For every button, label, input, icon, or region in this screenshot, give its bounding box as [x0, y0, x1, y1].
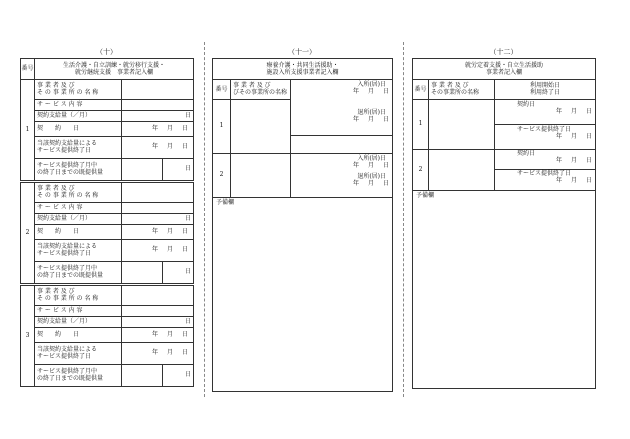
day-unit: 日: [184, 317, 191, 325]
service-end-label: サービス提供終了日: [517, 126, 572, 133]
move-out-label: 退所(居)日: [357, 172, 386, 180]
reserve-field: [413, 191, 596, 389]
provider-label-line2: そ の 事 業 所 の 名 称: [37, 191, 99, 199]
contract-date-label: 契 約 日: [35, 328, 122, 343]
service-end-label: [35, 137, 122, 159]
move-out-label: 退所(居)日: [357, 108, 386, 116]
provided-amount-value: [122, 365, 163, 387]
provider-value: [122, 183, 194, 203]
provider-label-line1: 事 業 者 及 び: [37, 184, 75, 192]
contract-amount-value: [122, 111, 194, 122]
provider-value: [122, 286, 194, 306]
provider-header-line1: 事 業 者 及 び: [233, 81, 271, 89]
day-unit: 日: [184, 214, 191, 222]
provided-amount-value: [122, 262, 163, 284]
header-title: [413, 59, 596, 80]
provider-label-line2: そ の 事 業 所 の 名 称: [37, 294, 99, 302]
contract-date-value: 年 月 日: [122, 225, 194, 240]
day-unit: 日: [184, 268, 191, 276]
service-label: サ ー ビ ス 内 容: [35, 306, 122, 317]
row-number: 2: [21, 183, 35, 284]
section-label-12: （十二）: [489, 48, 518, 56]
section-label-11: （十一）: [288, 48, 316, 56]
table-section-10-block-3: [20, 285, 194, 387]
move-out-date: 年 月 日: [352, 179, 389, 187]
day-unit: 日: [184, 165, 191, 173]
provider-header: [429, 80, 495, 100]
provided-amount-label: [35, 365, 122, 387]
contract-amount-label: 契約支給量（／月）: [35, 214, 122, 225]
end-label: 利用終了日: [529, 88, 560, 96]
table-section-10: [20, 58, 194, 80]
move-in-date: 年 月 日: [352, 87, 389, 95]
provided-amount-label-line2: の終了日までの既提供量: [37, 168, 104, 176]
header-number: [21, 59, 35, 80]
table-section-10-block-2: [20, 182, 194, 284]
service-value: [122, 100, 194, 111]
header-title-line2: 事業者記入欄: [485, 69, 522, 76]
table-section-12: [412, 58, 596, 389]
row-2-provider: [429, 150, 495, 191]
column-divider: [204, 42, 205, 397]
service-end-value: 年 月 日: [122, 240, 194, 262]
usage-period-header: [495, 80, 596, 100]
row-number: 3: [21, 286, 35, 387]
move-in-label: 入所(居)日: [357, 155, 386, 162]
provider-value: [122, 80, 194, 100]
row-number: 1: [21, 80, 35, 181]
header-title-line1: 療養介護・共同生活援助・: [266, 61, 339, 69]
service-label: サ ー ビ ス 内 容: [35, 203, 122, 214]
contract-date-value: 年 月 日: [122, 122, 194, 137]
contract-date: 年 月 日: [555, 156, 592, 164]
contract-label: 契約日: [517, 101, 536, 108]
row-2-dates: [291, 154, 393, 198]
contract-amount-value: [122, 317, 194, 328]
contract-date-label: 契 約 日: [35, 122, 122, 137]
service-end-label-line2: サービス提供終了日: [37, 352, 92, 360]
header-number: [213, 80, 231, 100]
header-title-line1: 生活介護・自立訓練・就労移行支援・: [62, 61, 165, 69]
row-1-provider: [231, 100, 291, 154]
provided-amount-unit: [163, 262, 194, 284]
provider-header: [231, 80, 291, 100]
service-end-label: [35, 343, 122, 365]
table-section-11: [212, 58, 393, 392]
column-divider: [403, 42, 404, 397]
contract-amount-label: 契約支給量（／月）: [35, 111, 122, 122]
service-value: [122, 203, 194, 214]
provided-amount-label: [35, 159, 122, 181]
provided-amount-label: [35, 262, 122, 284]
move-out-date: 年 月 日: [352, 115, 389, 123]
row-1-dates: [291, 80, 393, 154]
contract-date: 年 月 日: [555, 107, 592, 115]
day-unit: 日: [184, 111, 191, 119]
provider-label-line2: そ の 事 業 所 の 名 称: [37, 88, 99, 96]
day-unit: 日: [184, 371, 191, 379]
header-title-line2: 就労継続支援 事業者記入欄: [74, 69, 153, 76]
provided-amount-unit: [163, 365, 194, 387]
header-title: [35, 59, 194, 80]
provider-label: [35, 183, 122, 203]
provider-header-line2: その事業所の名称: [431, 88, 480, 96]
provider-label-line1: 事 業 者 及 び: [37, 81, 75, 89]
reserve-label: 予備欄: [416, 192, 435, 199]
service-end-label-line2: サービス提供終了日: [37, 146, 92, 154]
provider-header-line2: びその事業所の名称: [233, 88, 288, 96]
service-end-label-line1: 当該契約支給量による: [37, 345, 98, 353]
provided-amount-unit: [163, 159, 194, 181]
row-number-2: 2: [413, 150, 429, 191]
header-title-line2: 施設入所支援事業者記入欄: [266, 69, 339, 76]
start-label: 利用開始日: [529, 81, 560, 89]
service-end-label: [35, 240, 122, 262]
header-number-text: 番号: [21, 65, 34, 73]
row-1-provider: [429, 100, 495, 150]
contract-amount-value: [122, 214, 194, 225]
service-end-date: 年 月 日: [555, 132, 592, 140]
header-number-text: 番号: [414, 85, 427, 93]
provider-label: [35, 80, 122, 100]
service-end-label-line2: サービス提供終了日: [37, 249, 92, 257]
provided-amount-label-line2: の終了日までの既提供量: [37, 374, 104, 382]
service-value: [122, 306, 194, 317]
service-end-label-line1: 当該契約支給量による: [37, 139, 98, 147]
service-end-label-line1: 当該契約支給量による: [37, 242, 98, 250]
section-label-10: （十）: [96, 48, 117, 56]
reserve-field: [213, 198, 393, 392]
service-label: サ ー ビ ス 内 容: [35, 100, 122, 111]
service-end-value: 年 月 日: [122, 137, 194, 159]
provider-label: [35, 286, 122, 306]
row-number-1: 1: [213, 100, 231, 154]
row-number-2: 2: [213, 154, 231, 198]
contract-amount-label: 契約支給量（／月）: [35, 317, 122, 328]
provided-amount-label-line1: サービス提供終了月中: [37, 367, 98, 375]
reserve-label: 予備欄: [216, 199, 235, 206]
provided-amount-label-line2: の終了日までの既提供量: [37, 271, 104, 279]
service-end-label: サービス提供終了日: [517, 170, 572, 177]
service-end-value: 年 月 日: [122, 343, 194, 365]
row-1-dates: [495, 100, 596, 150]
row-2-dates: [495, 150, 596, 191]
provider-label-line1: 事 業 者 及 び: [37, 287, 75, 295]
row-number-1: 1: [413, 100, 429, 150]
table-section-10-block-1: [20, 79, 194, 181]
contract-date-label: 契 約 日: [35, 225, 122, 240]
contract-date-value: 年 月 日: [122, 328, 194, 343]
header-title: [213, 59, 393, 80]
row-2-provider: [231, 154, 291, 198]
provided-amount-label-line1: サービス提供終了月中: [37, 161, 98, 169]
header-number: [413, 80, 429, 100]
move-in-date: 年 月 日: [352, 161, 389, 169]
service-end-date: 年 月 日: [555, 176, 592, 184]
header-title-line1: 就労定着支援・自立生活援助: [464, 61, 543, 69]
move-in-label: 入所(居)日: [357, 81, 386, 88]
provided-amount-label-line1: サービス提供終了月中: [37, 264, 98, 272]
contract-label: 契約日: [517, 150, 536, 157]
provider-header-line1: 事 業 者 及 び: [431, 81, 469, 89]
provided-amount-value: [122, 159, 163, 181]
header-number-text: 番号: [215, 85, 228, 93]
